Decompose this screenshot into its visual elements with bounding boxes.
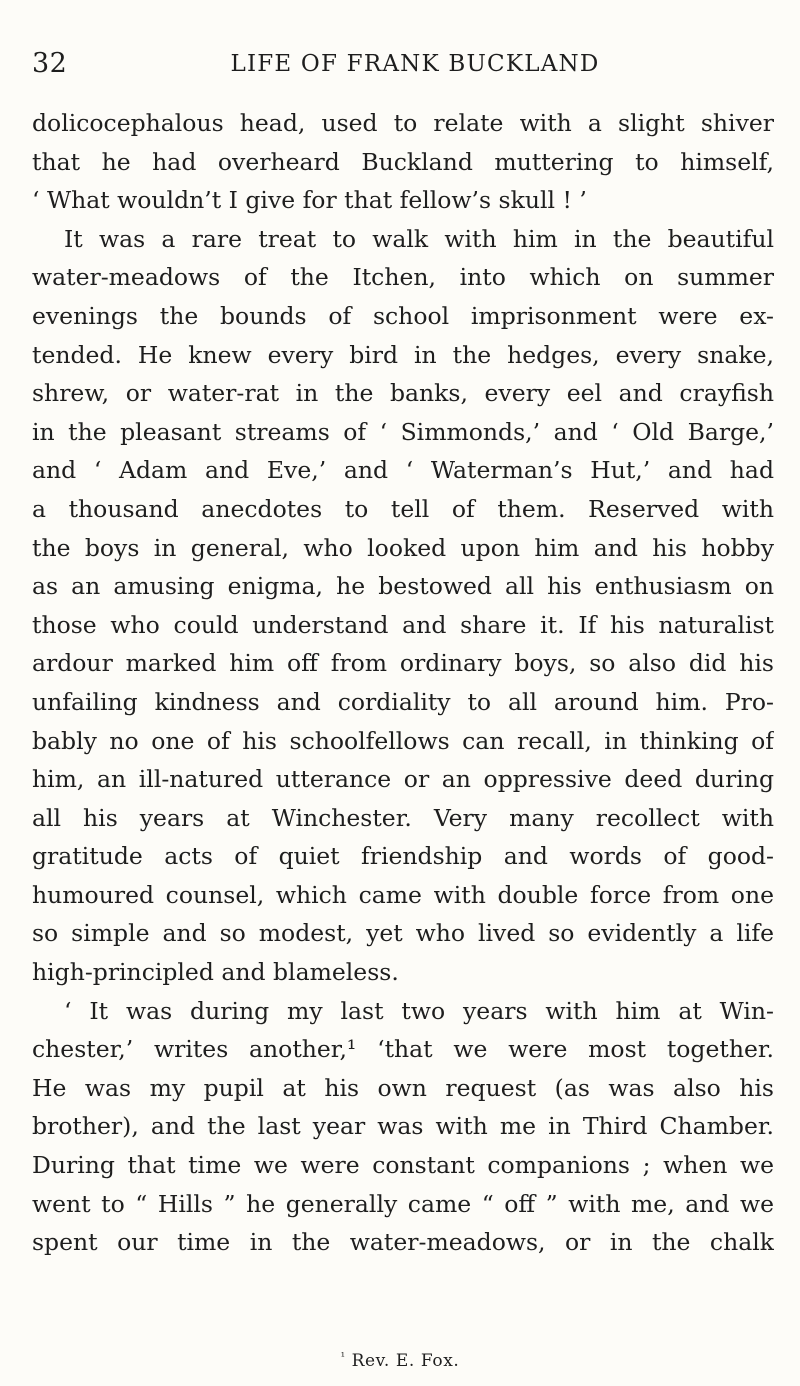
text-line: him, an ill-natured utterance or an oppressive deed during — [32, 765, 774, 794]
page-header — [32, 48, 774, 88]
text-line: shrew, or water-rat in the banks, every eel and crayfish — [32, 379, 774, 408]
text-line: humoured counsel, which came with double force from one — [32, 880, 774, 909]
text-line: water-meadows of the Itchen, into which on summer — [32, 263, 774, 292]
footnote-text: Rev. E. Fox. — [351, 1351, 460, 1371]
text-line: tended. He knew every bird in the hedges, every snake, — [32, 340, 774, 369]
text-line: evenings the bounds of school imprisonment were ex- — [32, 301, 774, 330]
text-line: went to “ Hills ” he generally came “ off ” with me, and we — [32, 1189, 774, 1218]
body-text — [32, 104, 774, 1262]
text-line: During that time we were constant companions ; when we — [32, 1151, 774, 1180]
text-line: as an amusing enigma, he bestowed all his enthusiasm on — [32, 572, 774, 601]
text-line: brother), and the last year was with me in Third Chamber. — [32, 1112, 774, 1141]
text-line: chester,’ writes another,¹ ‘that we were most together. — [32, 1035, 774, 1064]
text-line: in the pleasant streams of ‘ Simmonds,’ and ‘ Old Barge,’ — [32, 417, 774, 446]
text-line: unfailing kindness and cordiality to all around him. Pro- — [32, 687, 774, 716]
text-line: a thousand anecdotes to tell of them. Reserved with — [32, 494, 774, 523]
text-line: so simple and so modest, yet who lived so evidently a life — [32, 919, 774, 948]
text-line: spent our time in the water-meadows, or in the chalk — [32, 1228, 774, 1257]
text-line: bably no one of his schoolfellows can recall, in thinking of — [32, 726, 774, 755]
footnote — [0, 1350, 800, 1371]
text-line: He was my pupil at his own request (as was also his — [32, 1073, 774, 1102]
page-number: 32 — [32, 48, 68, 79]
text-line: all his years at Winchester. Very many recollect with — [32, 803, 774, 832]
text-line: dolicocephalous head, used to relate with a slight shiver — [32, 109, 774, 137]
text-line: and ‘ Adam and Eve,’ and ‘ Waterman’s Hut,’ and had — [32, 456, 774, 485]
text-line: ‘ What wouldn’t I give for that fellow’s skull ! ’ — [32, 186, 587, 215]
text-line: that he had overheard Buckland muttering to himself, — [32, 147, 774, 176]
text-line: ‘ It was during my last two years with him at Win- — [64, 996, 774, 1025]
text-line: the boys in general, who looked upon him and his hobby — [32, 533, 774, 562]
text-line: gratitude acts of quiet friendship and words of good- — [32, 842, 774, 871]
text-line: those who could understand and share it. If his naturalist — [32, 610, 774, 639]
running-title: LIFE OF FRANK BUCKLAND — [230, 51, 600, 77]
text-line: ardour marked him off from ordinary boys, so also did his — [32, 649, 774, 678]
text-line: high-principled and blameless. — [32, 958, 399, 987]
text-line: It was a rare treat to walk with him in the beautiful — [64, 224, 774, 253]
footnote-marker: ¹ — [340, 1350, 346, 1363]
